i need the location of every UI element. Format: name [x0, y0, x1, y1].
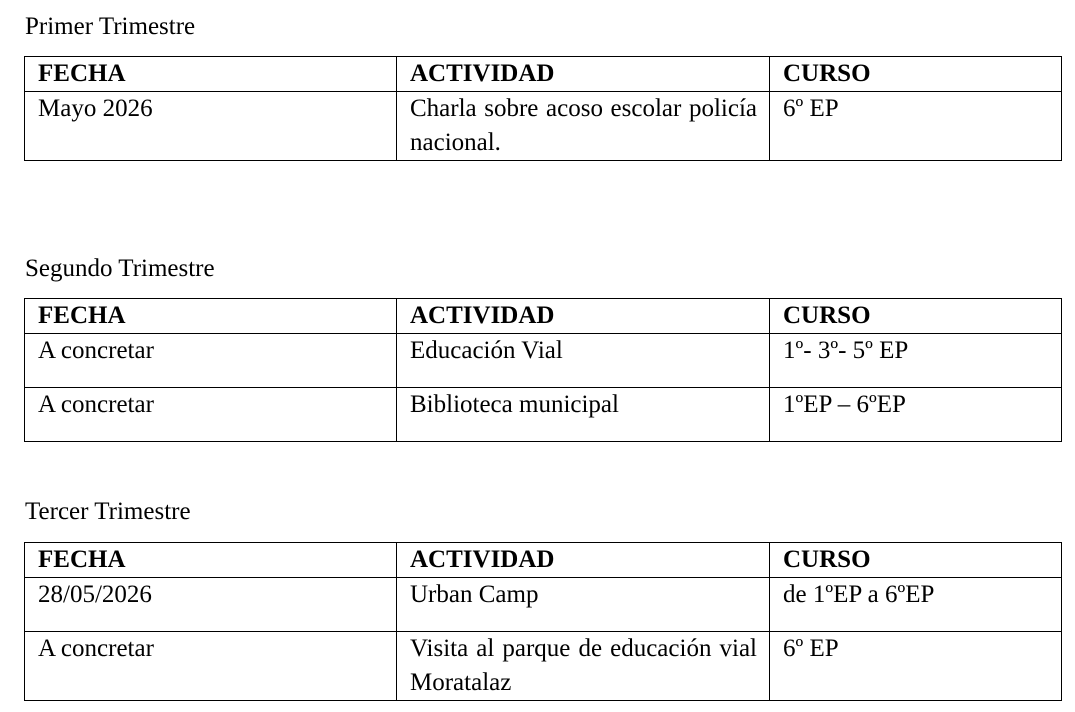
cell-fecha: A concretar: [25, 632, 397, 701]
cell-curso: 1º- 3º- 5º EP: [770, 334, 1062, 388]
cell-actividad: Visita al parque de educación vial Moratalaz: [397, 632, 770, 701]
header-fecha: FECHA: [25, 543, 397, 578]
cell-curso: 6º EP: [770, 632, 1062, 701]
header-fecha: FECHA: [25, 57, 397, 92]
table-header-row: [25, 543, 1062, 578]
header-actividad: ACTIVIDAD: [397, 543, 770, 578]
header-curso: CURSO: [770, 543, 1062, 578]
cell-curso: 1ºEP – 6ºEP: [770, 388, 1062, 442]
table-primer-trimestre: [24, 56, 1062, 161]
header-curso: CURSO: [770, 299, 1062, 334]
cell-actividad: Biblioteca municipal: [397, 388, 770, 442]
table-row: [25, 334, 1062, 388]
cell-fecha: A concretar: [25, 334, 397, 388]
header-fecha: FECHA: [25, 299, 397, 334]
header-actividad: ACTIVIDAD: [397, 57, 770, 92]
table-row: [25, 92, 1062, 161]
table-header-row: [25, 299, 1062, 334]
cell-actividad: Charla sobre acoso escolar policía nacional.: [397, 92, 770, 161]
table-row: [25, 388, 1062, 442]
header-curso: CURSO: [770, 57, 1062, 92]
table-row: [25, 578, 1062, 632]
header-actividad: ACTIVIDAD: [397, 299, 770, 334]
section-title-primer-trimestre: Primer Trimestre: [25, 13, 196, 40]
cell-curso: de 1ºEP a 6ºEP: [770, 578, 1062, 632]
cell-actividad: Urban Camp: [397, 578, 770, 632]
table-tercer-trimestre: [24, 542, 1062, 701]
table-row: [25, 632, 1062, 701]
table-segundo-trimestre: [24, 298, 1062, 442]
cell-actividad: Educación Vial: [397, 334, 770, 388]
table-header-row: [25, 57, 1062, 92]
cell-curso: 6º EP: [770, 92, 1062, 161]
cell-fecha: Mayo 2026: [25, 92, 397, 161]
cell-fecha: 28/05/2026: [25, 578, 397, 632]
section-title-tercer-trimestre: Tercer Trimestre: [25, 498, 191, 525]
section-title-segundo-trimestre: Segundo Trimestre: [25, 255, 215, 282]
cell-fecha: A concretar: [25, 388, 397, 442]
